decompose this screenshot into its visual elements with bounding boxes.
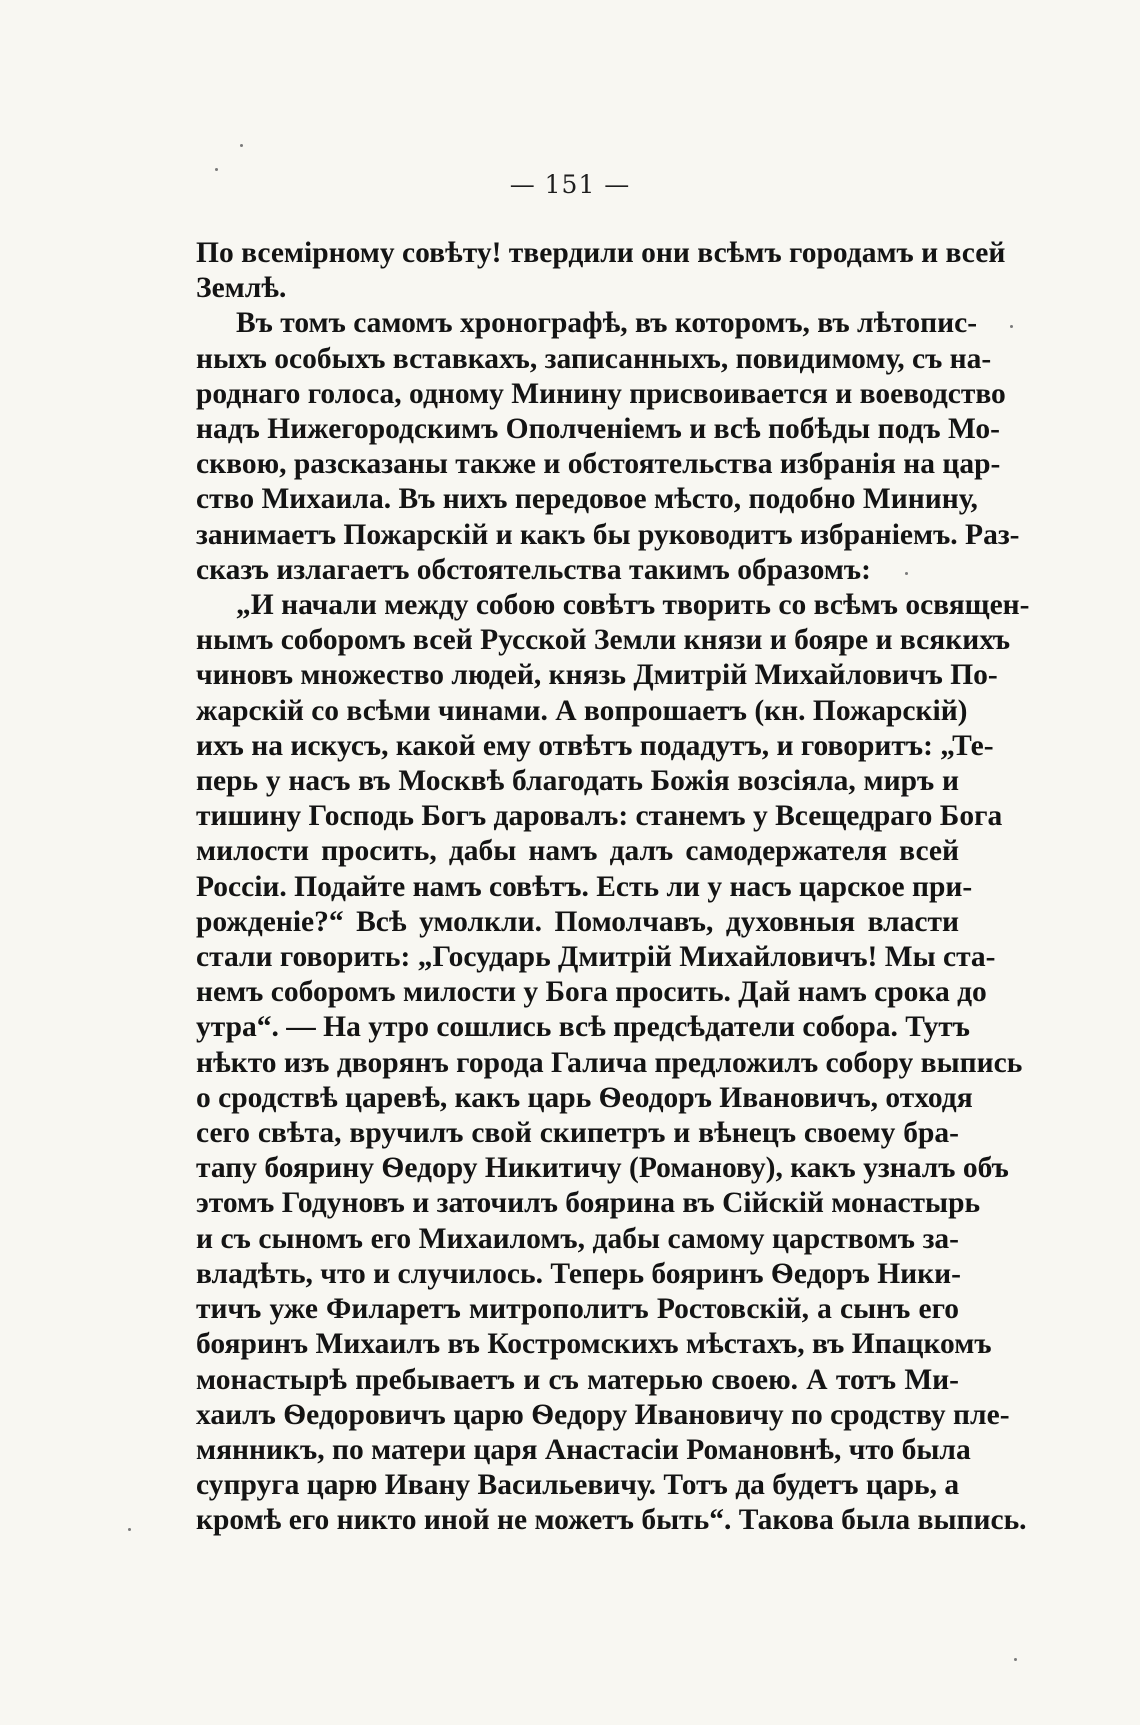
- text-line: нымъ соборомъ всей Русской Земли князи и бояре и всякихъ: [196, 624, 1011, 657]
- text-line: милости просить, дабы намъ далъ самодержателя всей: [196, 835, 959, 868]
- text-line: о сродствѣ царевѣ, какъ царь Ѳеодоръ Ивановичъ, отходя: [196, 1081, 973, 1114]
- scan-speck: [1014, 1658, 1017, 1661]
- text-line: мянникъ, по матери царя Анастасіи Романовнѣ, что была: [196, 1433, 971, 1466]
- text-line: монастырѣ пребываетъ и съ матерью своею. А тотъ Ми-: [196, 1363, 959, 1396]
- text-line: владѣть, что и случилось. Теперь бояринъ Ѳедоръ Ники-: [196, 1257, 961, 1290]
- text-line: ихъ на искусъ, какой ему отвѣтъ подадутъ, и говоритъ: „Те-: [196, 729, 994, 762]
- text-line: стали говорить: „Государь Дмитрій Михайловичъ! Мы ста-: [196, 941, 996, 974]
- text-line: чиновъ множество людей, князь Дмитрій Михайловичъ По-: [196, 659, 998, 692]
- text-line: и съ сыномъ его Михаиломъ, дабы самому царствомъ за-: [196, 1222, 959, 1255]
- text-line: ство Михаила. Въ нихъ передовое мѣсто, подобно Минину,: [196, 483, 978, 516]
- text-line: сказъ излагаетъ обстоятельства такимъ образомъ:: [196, 553, 871, 586]
- text-line: немъ соборомъ милости у Бога просить. Дай намъ срока до: [196, 976, 987, 1009]
- text-line: сквою, разсказаны также и обстоятельства избранія на цар-: [196, 448, 1001, 481]
- text-line: бояринъ Михаилъ въ Костромскихъ мѣстахъ, въ Ипацкомъ: [196, 1328, 992, 1361]
- text-line: хаилъ Ѳедоровичъ царю Ѳедору Ивановичу по сродству пле-: [196, 1398, 1010, 1431]
- scan-speck: [240, 144, 243, 147]
- text-line: тичъ уже Филаретъ митрополитъ Ростовскій, а сынъ его: [196, 1293, 959, 1326]
- text-line: ныхъ особыхъ вставкахъ, записанныхъ, повидимому, съ на-: [196, 342, 992, 375]
- text-line: роднаго голоса, одному Минину присвоивается и воеводство: [196, 377, 1006, 410]
- text-line: нѣкто изъ дворянъ города Галича предложилъ собору выпись: [196, 1046, 1023, 1079]
- text-line: сего свѣта, вручилъ свой скипетръ и вѣнецъ своему бра-: [196, 1117, 959, 1150]
- text-line: Въ томъ самомъ хронографѣ, въ которомъ, въ лѣтопис-: [236, 307, 978, 340]
- text-line: тапу боярину Ѳедору Никитичу (Романову), какъ узналъ объ: [196, 1152, 1009, 1185]
- text-line: кромѣ его никто иной не можетъ быть“. Такова была выпись.: [196, 1504, 1027, 1537]
- text-line: Россіи. Подайте намъ совѣтъ. Есть ли у насъ царское при-: [196, 870, 973, 903]
- text-line: По всемірному совѣту! твердили они всѣмъ городамъ и всей: [196, 237, 1006, 269]
- text-line: перь у насъ въ Москвѣ благодать Божія возсіяла, миръ и: [196, 765, 959, 798]
- scan-speck: [215, 168, 218, 171]
- page-number: — 151 —: [509, 170, 631, 199]
- text-line: супруга царю Ивану Васильевичу. Тотъ да будетъ царь, а: [196, 1469, 960, 1502]
- text-line: тишину Господь Богъ даровалъ: станемъ у Всещедраго Бога: [196, 800, 1003, 833]
- text-line: занимаетъ Пожарскій и какъ бы руководитъ избраніемъ. Раз-: [196, 518, 1020, 551]
- text-line: рожденіе?“ Всѣ умолкли. Помолчавъ, духовныя власти: [196, 905, 959, 938]
- text-line: жарскій со всѣми чинами. А вопрошаетъ (кн. Пожарскій): [196, 694, 968, 727]
- text-line: надъ Нижегородскимъ Ополченіемъ и всѣ побѣды подъ Мо-: [196, 413, 1001, 446]
- page-body-text: [196, 236, 1030, 1539]
- text-line: этомъ Годуновъ и заточилъ боярина въ Сійскій монастырь: [196, 1187, 981, 1220]
- scan-speck: [128, 1528, 131, 1531]
- text-line: „И начали между собою совѣтъ творить со всѣмъ освящен-: [236, 589, 1030, 622]
- scan-speck: [905, 572, 908, 575]
- scan-speck: [1010, 325, 1013, 328]
- text-line: Землѣ.: [196, 272, 287, 305]
- text-line: утра“. — На утро сошлись всѣ предсѣдатели собора. Тутъ: [196, 1011, 970, 1044]
